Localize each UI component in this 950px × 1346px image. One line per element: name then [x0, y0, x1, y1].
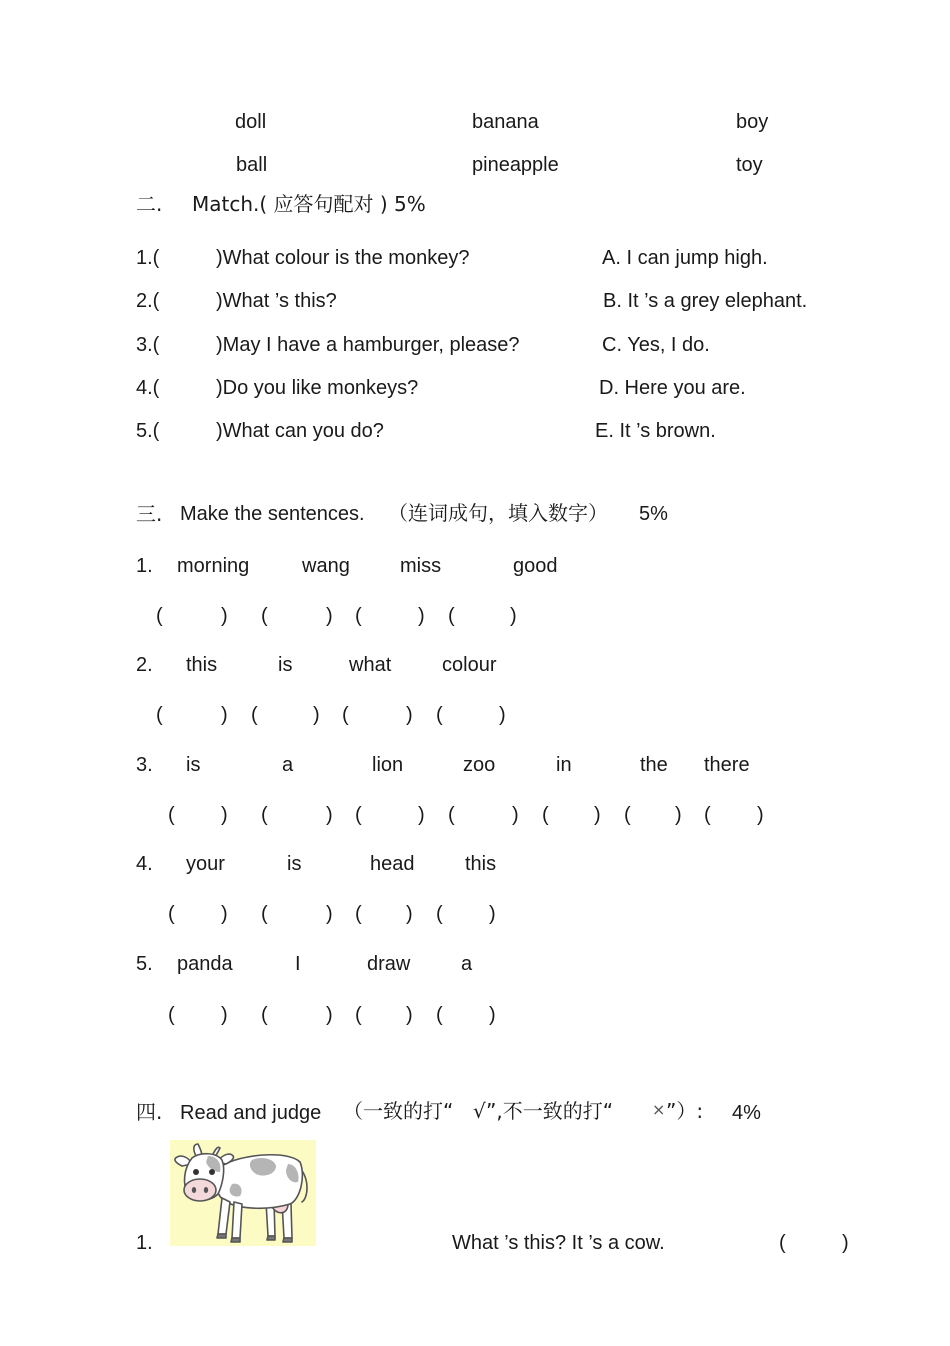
paren-close: ): [326, 605, 333, 627]
match-question-text: )May I have a hamburger, please?: [216, 334, 520, 356]
match-question-number: 1.(: [136, 247, 160, 269]
paren-close: ): [489, 903, 496, 925]
sentence-word: a: [282, 754, 294, 776]
section-4-number: 四.: [136, 1100, 163, 1124]
paren-close: ): [406, 704, 413, 726]
paren-close: ): [221, 804, 228, 826]
paren-open: (: [704, 804, 711, 826]
match-question-text: )Do you like monkeys?: [216, 377, 419, 399]
sentence-word: a: [461, 953, 473, 975]
match-answer-text: C. Yes, I do.: [602, 334, 710, 356]
paren-open: (: [251, 704, 258, 726]
section-3-score: 5%: [639, 503, 668, 525]
match-question-text: )What ’s this?: [216, 290, 337, 312]
sentence-word: morning: [177, 555, 250, 577]
sentence-word: is: [278, 654, 293, 676]
sentence-word: head: [370, 853, 415, 875]
sentence-word: what: [349, 654, 392, 676]
paren-open: (: [436, 1004, 443, 1026]
section-4-note-b: ”,不一致的打“: [486, 1099, 614, 1123]
sentence-word: miss: [400, 555, 442, 577]
paren-close: ): [842, 1232, 849, 1254]
section-4-note-c: ”）:: [666, 1099, 704, 1123]
paren-open: (: [261, 903, 268, 925]
sentence-number: 5.: [136, 953, 153, 975]
sentence-word: in: [556, 754, 572, 776]
match-question-text: )What colour is the monkey?: [216, 247, 470, 269]
paren-close: ): [326, 903, 333, 925]
sentence-word: panda: [177, 953, 233, 975]
sentence-number: 4.: [136, 853, 153, 875]
paren-open: (: [168, 1004, 175, 1026]
sentence-word: wang: [302, 555, 350, 577]
sentence-number: 3.: [136, 754, 153, 776]
paren-close: ): [406, 903, 413, 925]
sentence-number: 2.: [136, 654, 153, 676]
paren-open: (: [448, 804, 455, 826]
paren-open: (: [355, 903, 362, 925]
paren-close: ): [221, 605, 228, 627]
paren-close: ): [406, 1004, 413, 1026]
section-4-score: 4%: [732, 1102, 761, 1124]
paren-open: (: [261, 804, 268, 826]
match-question-number: 2.(: [136, 290, 160, 312]
paren-open: (: [168, 804, 175, 826]
paren-close: ): [326, 804, 333, 826]
paren-close: ): [221, 1004, 228, 1026]
paren-close: ): [313, 704, 320, 726]
paren-open: (: [261, 605, 268, 627]
paren-close: ): [594, 804, 601, 826]
paren-open: (: [436, 704, 443, 726]
vocab-word-ball: ball: [236, 154, 268, 176]
section-4-note-a: （一致的打“: [343, 1099, 454, 1123]
judge-item-number: 1.: [136, 1232, 153, 1254]
section-2-number: 二.: [136, 192, 163, 216]
paren-close: ): [221, 903, 228, 925]
match-question-text: )What can you do?: [216, 420, 384, 442]
cross-mark-symbol: ×: [652, 1100, 666, 1119]
paren-open: (: [436, 903, 443, 925]
match-answer-text: A. I can jump high.: [602, 247, 768, 269]
section-3-note: （连词成句，填入数字）: [388, 501, 608, 525]
paren-open: (: [355, 804, 362, 826]
paren-close: ): [675, 804, 682, 826]
sentence-word: I: [295, 953, 301, 975]
section-3-title: Make the sentences.: [180, 503, 365, 525]
paren-close: ): [757, 804, 764, 826]
section-4-title: Read and judge: [180, 1102, 322, 1124]
match-question-number: 4.(: [136, 377, 160, 399]
sentence-word: colour: [442, 654, 497, 676]
paren-close: ): [221, 704, 228, 726]
vocab-word-pineapple: pineapple: [472, 154, 559, 176]
section-3-number: 三.: [136, 502, 163, 526]
match-answer-text: E. It ’s brown.: [595, 420, 716, 442]
paren-open: (: [168, 903, 175, 925]
vocab-word-boy: boy: [736, 111, 769, 133]
sentence-number: 1.: [136, 555, 153, 577]
paren-open: (: [355, 605, 362, 627]
sentence-word: draw: [367, 953, 411, 975]
paren-close: ): [489, 1004, 496, 1026]
vocab-word-toy: toy: [736, 154, 763, 176]
paren-open: (: [624, 804, 631, 826]
section-2-title: Match.( 应答句配对 ) 5%: [192, 192, 426, 216]
paren-close: ): [510, 605, 517, 627]
paren-open: (: [261, 1004, 268, 1026]
sentence-word: the: [640, 754, 668, 776]
sentence-word: your: [186, 853, 225, 875]
cow-picture: [170, 1140, 316, 1246]
match-answer-text: B. It ’s a grey elephant.: [603, 290, 808, 312]
paren-close: ): [418, 605, 425, 627]
match-question-number: 3.(: [136, 334, 160, 356]
paren-close: ): [418, 804, 425, 826]
check-mark-symbol: √: [473, 1099, 486, 1123]
vocab-word-doll: doll: [235, 111, 267, 133]
sentence-word: this: [186, 654, 218, 676]
sentence-word: is: [287, 853, 302, 875]
sentence-word: this: [465, 853, 497, 875]
paren-close: ): [512, 804, 519, 826]
vocab-word-banana: banana: [472, 111, 539, 133]
judge-item-sentence: What ’s this? It ’s a cow.: [452, 1232, 665, 1254]
paren-open: (: [156, 704, 163, 726]
sentence-word: good: [513, 555, 558, 577]
sentence-word: is: [186, 754, 201, 776]
paren-open: (: [779, 1232, 786, 1254]
sentence-word: lion: [372, 754, 404, 776]
paren-open: (: [156, 605, 163, 627]
sentence-word: zoo: [463, 754, 496, 776]
sentence-word: there: [704, 754, 750, 776]
paren-open: (: [448, 605, 455, 627]
paren-open: (: [355, 1004, 362, 1026]
match-answer-text: D. Here you are.: [599, 377, 746, 399]
paren-open: (: [542, 804, 549, 826]
paren-close: ): [499, 704, 506, 726]
paren-close: ): [326, 1004, 333, 1026]
paren-open: (: [342, 704, 349, 726]
match-question-number: 5.(: [136, 420, 160, 442]
